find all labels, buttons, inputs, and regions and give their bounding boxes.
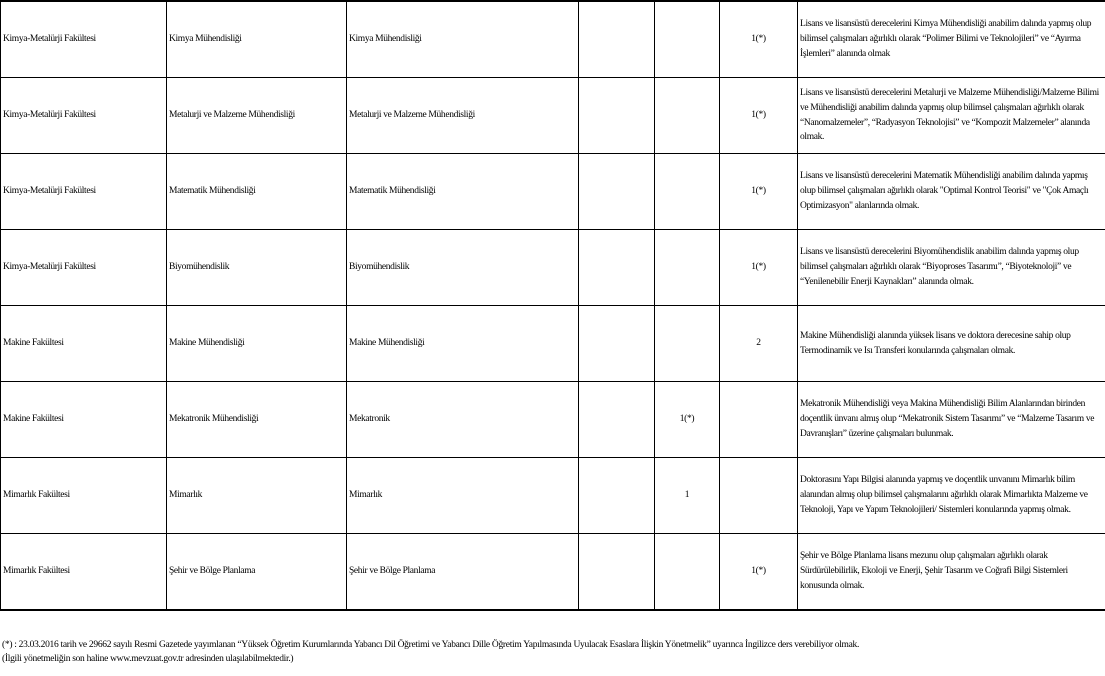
empty-cell bbox=[579, 230, 655, 306]
requirements-cell: Mekatronik Mühendisliği veya Makina Mühendisliği Bilim Alanlarından birinden doçentlik ünvanı almış olup “Mekatronik Sistem Tasarımı” ve “Malzeme Tasarım ve Davranışları” üzerine çalışmaları bulunmak. bbox=[798, 382, 1105, 458]
field-cell: Makine Mühendisliği bbox=[347, 306, 579, 382]
department-cell: Makine Mühendisliği bbox=[167, 306, 347, 382]
department-cell: Mekatronik Mühendisliği bbox=[167, 382, 347, 458]
field-cell: Mekatronik bbox=[347, 382, 579, 458]
department-cell: Kimya Mühendisliği bbox=[167, 1, 347, 78]
table-row bbox=[1, 458, 1105, 534]
position-count-cell bbox=[655, 534, 720, 611]
position-count-cell: 1(*) bbox=[655, 382, 720, 458]
field-cell: Şehir ve Bölge Planlama bbox=[347, 534, 579, 611]
field-cell: Biyomühendislik bbox=[347, 230, 579, 306]
faculty-cell: Mimarlık Fakültesi bbox=[1, 534, 167, 611]
position-count-cell bbox=[655, 78, 720, 154]
table-row bbox=[1, 534, 1105, 611]
position-count-cell bbox=[655, 306, 720, 382]
requirements-cell: Lisans ve lisansüstü derecelerini Biyomühendislik anabilim dalında yapmış olup bilimsel çalışmaları ağırlıklı olarak “Biyoproses Tasarımı”, “Biyoteknoloji” ve “Yenilenebilir Enerji Kaynakları” alanında olmak. bbox=[798, 230, 1105, 306]
empty-cell bbox=[579, 1, 655, 78]
position-count-cell: 2 bbox=[720, 306, 798, 382]
position-count-cell bbox=[720, 458, 798, 534]
faculty-cell: Kimya-Metalürji Fakültesi bbox=[1, 154, 167, 230]
requirements-cell: Lisans ve lisansüstü derecelerini Kimya Mühendisliği anabilim dalında yapmış olup bilimsel çalışmaları ağırlıklı olarak “Polimer Bilimi ve Teknolojileri” ve “Ayırma İşlemleri” alanında olmak bbox=[798, 1, 1105, 78]
field-cell: Matematik Mühendisliği bbox=[347, 154, 579, 230]
requirements-cell: Lisans ve lisansüstü derecelerini Matematik Mühendisliği anabilim dalında yapmış olup bilimsel çalışmaları ağırlıklı olarak "Optimal Kontrol Teorisi" ve "Çok Amaçlı Optimizasyon" alanlarında olmak. bbox=[798, 154, 1105, 230]
requirements-cell: Doktorasını Yapı Bilgisi alanında yapmış ve doçentlik unvanını Mimarlık bilim alanından almış olup bilimsel çalışmalarını ağırlıklı olarak Mimarlıkta Malzeme ve Teknoloji, Yapı ve Yapım Teknolojileri/ Sistemleri konularında yapmış olmak. bbox=[798, 458, 1105, 534]
position-count-cell bbox=[655, 230, 720, 306]
table-row bbox=[1, 230, 1105, 306]
department-cell: Metalurji ve Malzeme Mühendisliği bbox=[167, 78, 347, 154]
table-row bbox=[1, 78, 1105, 154]
department-cell: Mimarlık bbox=[167, 458, 347, 534]
footnote-line-2: (İlgili yönetmeliğin son haline www.mevzuat.gov.tr adresinden ulaşılabilmektedir.) bbox=[2, 654, 294, 665]
empty-cell bbox=[579, 458, 655, 534]
requirements-cell: Makine Mühendisliği alanında yüksek lisans ve doktora derecesine sahip olup Termodinamik ve Isı Transferi konularında çalışmaları olmak. bbox=[798, 306, 1105, 382]
department-cell: Biyomühendislik bbox=[167, 230, 347, 306]
faculty-cell: Mimarlık Fakültesi bbox=[1, 458, 167, 534]
position-count-cell: 1(*) bbox=[720, 154, 798, 230]
position-count-cell bbox=[720, 382, 798, 458]
faculty-cell: Kimya-Metalürji Fakültesi bbox=[1, 1, 167, 78]
field-cell: Kimya Mühendisliği bbox=[347, 1, 579, 78]
field-cell: Mimarlık bbox=[347, 458, 579, 534]
table-row bbox=[1, 382, 1105, 458]
field-cell: Metalurji ve Malzeme Mühendisliği bbox=[347, 78, 579, 154]
department-cell: Matematik Mühendisliği bbox=[167, 154, 347, 230]
empty-cell bbox=[579, 306, 655, 382]
table-body bbox=[1, 1, 1105, 610]
table-row bbox=[1, 1, 1105, 78]
position-count-cell: 1 bbox=[655, 458, 720, 534]
faculty-cell: Makine Fakültesi bbox=[1, 306, 167, 382]
position-count-cell bbox=[655, 154, 720, 230]
table-row bbox=[1, 306, 1105, 382]
position-count-cell: 1(*) bbox=[720, 78, 798, 154]
position-count-cell: 1(*) bbox=[720, 1, 798, 78]
department-cell: Şehir ve Bölge Planlama bbox=[167, 534, 347, 611]
table-row bbox=[1, 154, 1105, 230]
footnote bbox=[2, 638, 859, 667]
empty-cell bbox=[579, 534, 655, 611]
position-count-cell bbox=[655, 1, 720, 78]
empty-cell bbox=[579, 382, 655, 458]
faculty-cell: Makine Fakültesi bbox=[1, 382, 167, 458]
position-count-cell: 1(*) bbox=[720, 534, 798, 611]
position-count-cell: 1(*) bbox=[720, 230, 798, 306]
faculty-cell: Kimya-Metalürji Fakültesi bbox=[1, 230, 167, 306]
requirements-cell: Lisans ve lisansüstü derecelerini Metalurji ve Malzeme Mühendisliği/Malzeme Bilimi ve Mühendisliği anabilim dalında yapmış olup bilimsel çalışmaları ağırlıklı olarak “Nanomalzemeler”, “Radyasyon Teknolojisi” ve “Kompozit Malzemeler” alanında olmak. bbox=[798, 78, 1105, 154]
empty-cell bbox=[579, 154, 655, 230]
requirements-cell: Şehir ve Bölge Planlama lisans mezunu olup çalışmaları ağırlıklı olarak Sürdürülebilirlik, Ekoloji ve Enerji, Şehir Tasarım ve Coğrafi Bilgi Sistemleri konusunda olmak. bbox=[798, 534, 1105, 611]
footnote-line-1: (*) : 23.03.2016 tarih ve 29662 sayılı Resmi Gazetede yayımlanan “Yüksek Öğretim Kurumlarında Yabancı Dil Öğretimi ve Yabancı Dille Öğretim Yapılmasında Uyulacak Esaslara İlişkin Yönetmelik” uyarınca İngilizce ders verebiliyor olmak. bbox=[2, 640, 860, 650]
faculty-cell: Kimya-Metalürji Fakültesi bbox=[1, 78, 167, 154]
empty-cell bbox=[579, 78, 655, 154]
